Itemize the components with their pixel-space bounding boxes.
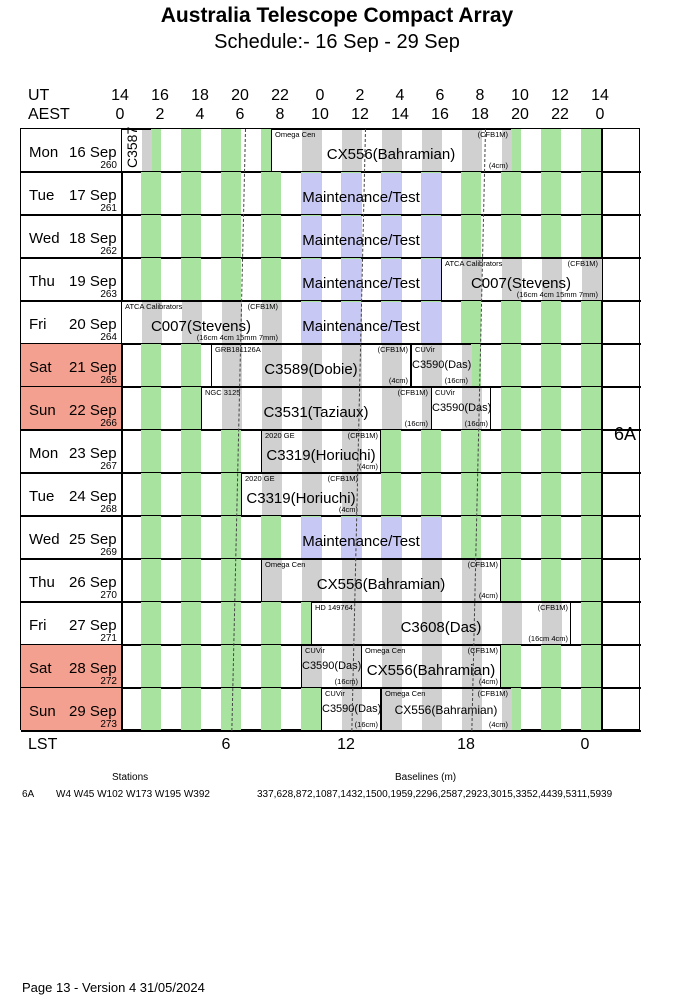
schedule-grid [20,128,640,730]
day-label: Fri [29,617,47,634]
green-stripe [581,172,601,215]
project-name: C007(Stevens) [470,275,572,292]
green-stripe [141,258,161,301]
green-stripe [181,430,201,473]
green-stripe [141,344,161,387]
project-name: C3587 [124,126,140,168]
green-stripe [501,215,521,258]
band-label: (16cm) [444,376,468,385]
green-stripe [181,344,201,387]
green-stripe [501,516,521,559]
green-stripe [421,473,441,516]
project-name: C3608(Das) [400,619,482,636]
ut-tick: 20 [231,87,249,104]
receiver-tag: (CFB1M) [247,302,278,311]
project-name: C007(Stevens) [150,318,252,335]
date-label: 17 Sep [69,187,117,204]
aest-tick: 20 [511,106,529,123]
green-stripe [261,258,281,301]
day-label: Thu [29,273,55,290]
day-number: 270 [100,590,117,601]
green-stripe [141,387,161,430]
day-number: 262 [100,246,117,257]
day-number: 261 [100,203,117,214]
source-name: CUVir [435,388,455,397]
aest-tick: 12 [351,106,369,123]
green-stripe [461,215,481,258]
green-stripe [181,516,201,559]
page-subtitle: Schedule:- 16 Sep - 29 Sep [214,31,460,53]
source-name: Omega Cen [385,689,426,698]
day-label: Wed [29,230,60,247]
green-stripe [501,344,521,387]
green-stripe [181,559,201,602]
source-name: Omega Cen [265,560,306,569]
green-stripe [141,473,161,516]
band-label: (4cm) [338,505,358,514]
day-number: 271 [100,633,117,644]
date-label: 21 Sep [69,359,117,376]
day-number: 263 [100,289,117,300]
schedule-block [281,215,441,258]
label-divider [121,129,123,731]
day-number: 273 [100,719,117,730]
ut-tick: 16 [151,87,169,104]
green-stripe [461,301,481,344]
green-stripe [181,215,201,258]
green-stripe [581,645,601,688]
green-stripe [581,473,601,516]
schedule-block [431,387,491,430]
band-label: (16cm) [354,720,378,729]
source-name: Omega Cen [365,646,406,655]
green-stripe [261,172,281,215]
aest-tick: 4 [195,106,205,123]
green-stripe [301,688,321,731]
green-stripe [181,387,201,430]
schedule-block [261,559,501,602]
schedule-block [241,473,361,516]
green-stripe [181,473,201,516]
band-label: (16cm 4cm) [528,634,568,643]
aest-tick: 18 [471,106,489,123]
green-stripe [181,602,201,645]
receiver-tag: (CFB1M) [327,474,358,483]
green-stripe [501,473,521,516]
date-label: 23 Sep [69,445,117,462]
ut-tick: 12 [551,87,569,104]
project-name: Maintenance/Test [302,189,420,206]
green-stripe [581,430,601,473]
ut-tick: 18 [191,87,209,104]
source-name: 2020 GE [245,474,275,483]
day-label: Wed [29,531,60,548]
schedule-block [271,129,511,172]
schedule-block [121,301,281,344]
receiver-tag: (CFB1M) [347,431,378,440]
date-label: 25 Sep [69,531,117,548]
day-label: Sat [29,359,52,376]
baselines-list: 337,628,872,1087,1432,1500,1959,2296,2587,2923,3015,3352,4439,5311,5939 [257,789,613,800]
green-stripe [501,387,521,430]
green-stripe [541,215,561,258]
ut-tick: 22 [271,87,289,104]
green-stripe [581,301,601,344]
green-stripe [261,688,281,731]
aest-tick: 14 [391,106,409,123]
aest-tick: 0 [595,106,605,123]
source-name: ATCA Calibrators [445,259,503,268]
green-stripe [581,344,601,387]
receiver-tag: (CFB1M) [377,345,408,354]
page-footer: Page 13 - Version 4 31/05/2024 [22,980,205,995]
receiver-tag: (CFB1M) [467,646,498,655]
green-stripe [221,559,241,602]
schedule-block [201,387,431,430]
ut-tick: 10 [511,87,529,104]
day-number: 260 [100,160,117,171]
green-stripe [581,516,601,559]
green-stripe [141,516,161,559]
stations-header: Stations [112,772,149,783]
green-stripe [541,645,561,688]
lst-tick: 12 [337,736,355,753]
source-name: Omega Cen [275,130,316,139]
green-stripe [181,688,201,731]
project-name: CX556(Bahramian) [366,662,496,679]
day-label: Mon [29,144,59,161]
green-stripe [221,172,241,215]
lst-tick: 18 [457,736,475,753]
band-label: (16cm) [334,677,358,686]
green-stripe [141,688,161,731]
date-label: 24 Sep [69,488,117,505]
day-number: 269 [100,547,117,558]
page-title: Australia Telescope Compact Array [160,4,514,27]
schedule-block [311,602,571,645]
green-stripe [581,688,601,731]
date-label: 29 Sep [69,703,117,720]
day-label: Fri [29,316,47,333]
aest-tick: 8 [275,106,285,123]
green-stripe [261,215,281,258]
band-label: (16cm 4cm 15mm 7mm) [196,333,278,342]
green-stripe [541,172,561,215]
green-stripe [541,387,561,430]
day-label: Sun [29,402,56,419]
green-stripe [221,645,241,688]
green-stripe [141,430,161,473]
date-label: 19 Sep [69,273,117,290]
green-stripe [261,516,281,559]
green-stripe [461,516,481,559]
schedule-block [281,172,441,215]
schedule-block [441,258,601,301]
date-label: 18 Sep [69,230,117,247]
green-stripe [541,516,561,559]
green-stripe [541,688,561,731]
lst-tick: 0 [580,736,590,753]
ut-tick: 8 [475,87,485,104]
schedule-block [281,516,441,559]
ut-tick: 0 [315,87,325,104]
project-name: Maintenance/Test [302,275,420,292]
aest-tick: 22 [551,106,569,123]
aest-tick: 0 [115,106,125,123]
day-number: 264 [100,332,117,343]
green-stripe [141,172,161,215]
source-name: CUVir [415,345,435,354]
aest-tick: 10 [311,106,329,123]
band-label: (4cm) [488,161,508,170]
green-stripe [261,645,281,688]
day-number: 265 [100,375,117,386]
green-stripe [541,473,561,516]
day-number: 272 [100,676,117,687]
project-name: CX556(Bahramian) [326,146,456,163]
day-number: 266 [100,418,117,429]
day-label: Sun [29,703,56,720]
receiver-tag: (CFB1M) [477,130,508,139]
receiver-tag: (CFB1M) [397,388,428,397]
band-label: (16cm) [464,419,488,428]
lst-label: LST [28,736,58,753]
day-end-divider [601,129,603,731]
day-label: Thu [29,574,55,591]
ut-tick: 4 [395,87,405,104]
project-name: C3590(Das) [322,703,382,715]
project-name: C3589(Dobie) [264,361,358,378]
project-name: C3590(Das) [412,359,472,371]
green-stripe [581,602,601,645]
day-label: Mon [29,445,59,462]
green-stripe [541,301,561,344]
band-label: (4cm) [358,462,378,471]
green-stripe [501,559,521,602]
aest-tick: 6 [235,106,245,123]
green-stripe [141,559,161,602]
ut-tick: 2 [355,87,365,104]
band-label: (4cm) [388,376,408,385]
green-stripe [141,602,161,645]
band-label: (4cm) [478,677,498,686]
green-stripe [221,258,241,301]
ut-tick: 6 [435,87,445,104]
schedule-block [361,645,501,688]
project-name: CX556(Bahramian) [394,703,498,717]
green-stripe [141,645,161,688]
date-label: 22 Sep [69,402,117,419]
aest-tick: 16 [431,106,449,123]
grey-stripe [142,130,152,171]
green-stripe [541,430,561,473]
project-name: CX556(Bahramian) [316,576,446,593]
receiver-tag: (CFB1M) [477,689,508,698]
date-label: 20 Sep [69,316,117,333]
green-stripe [141,215,161,258]
band-label: (16cm) [404,419,428,428]
project-name: C3531(Taziaux) [263,404,369,421]
green-stripe [501,430,521,473]
green-stripe [501,301,521,344]
schedule-block [381,688,511,731]
source-name: HD 149764 [315,603,353,612]
green-stripe [221,215,241,258]
ut-tick: 14 [591,87,609,104]
source-name: CUVir [325,689,345,698]
day-number: 267 [100,461,117,472]
source-name: ATCA Calibrators [125,302,183,311]
date-label: 26 Sep [69,574,117,591]
band-label: (4cm) [478,591,498,600]
source-name: NGC 3125 [205,388,241,397]
schedule-block [121,126,151,172]
footer-config: 6A [22,789,35,800]
project-name: C3590(Das) [302,660,362,672]
green-stripe [181,172,201,215]
green-stripe [221,129,241,172]
source-name: CUVir [305,646,325,655]
green-stripe [541,344,561,387]
source-name: GRB181126A [215,345,261,354]
green-stripe [541,559,561,602]
ut-label: UT [28,87,50,104]
lst-tick: 6 [221,736,231,753]
day-label: Tue [29,187,55,204]
green-stripe [581,129,601,172]
date-label: 27 Sep [69,617,117,634]
date-label: 16 Sep [69,144,117,161]
project-name: Maintenance/Test [302,318,420,335]
green-stripe [181,129,201,172]
source-name: 2020 GE [265,431,295,440]
green-stripe [221,516,241,559]
day-label: Sat [29,660,52,677]
green-stripe [181,258,201,301]
green-stripe [461,172,481,215]
schedule-block [411,344,471,387]
green-stripe [261,602,281,645]
day-label: Tue [29,488,55,505]
schedule-block [211,344,411,387]
receiver-tag: (CFB1M) [567,259,598,268]
green-stripe [421,430,441,473]
day-number: 268 [100,504,117,515]
config-label: 6A [614,424,637,444]
project-name: C3590(Das) [432,402,492,414]
green-stripe [181,645,201,688]
green-stripe [581,559,601,602]
green-stripe [501,645,521,688]
green-stripe [381,430,401,473]
green-stripe [501,172,521,215]
aest-label: AEST [28,106,70,123]
green-stripe [541,129,561,172]
project-name: Maintenance/Test [302,533,420,550]
schedule-block [261,430,381,473]
project-name: Maintenance/Test [302,232,420,249]
ut-tick: 14 [111,87,129,104]
aest-tick: 2 [155,106,165,123]
date-label: 28 Sep [69,660,117,677]
green-stripe [581,215,601,258]
green-stripe [581,387,601,430]
project-name: C3319(Horiuchi) [266,447,376,464]
band-label: (16cm 4cm 15mm 7mm) [516,290,598,299]
project-name: C3319(Horiuchi) [246,490,356,507]
band-label: (4cm) [488,720,508,729]
receiver-tag: (CFB1M) [537,603,568,612]
receiver-tag: (CFB1M) [467,560,498,569]
green-stripe [221,602,241,645]
stations-list: W4 W45 W102 W173 W195 W392 [56,789,210,800]
baselines-header: Baselines (m) [395,772,457,783]
green-stripe [381,473,401,516]
